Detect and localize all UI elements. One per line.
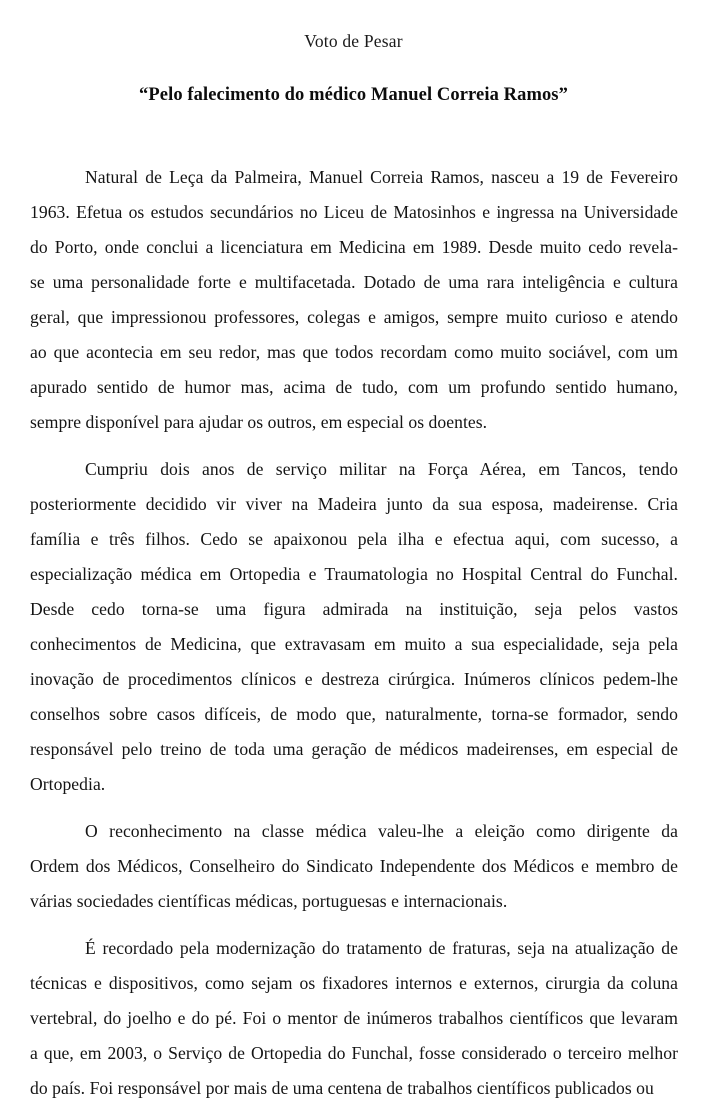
text-line: especialização médica em Ortopedia e Traumatologia no Hospital Central do Funchal. <box>30 564 678 584</box>
text-line: família e três filhos. Cedo se apaixonou pela ilha e efectua aqui, com sucesso, a <box>30 529 678 549</box>
text-line: ao que acontecia em seu redor, mas que todos recordam como muito sociável, com um <box>30 342 678 362</box>
text-line: O reconhecimento na classe médica valeu-lhe a eleição como dirigente da <box>85 821 678 841</box>
text-line: geral, que impressionou professores, colegas e amigos, sempre muito curioso e atendo <box>30 307 678 327</box>
text-line: se uma personalidade forte e multifacetada. Dotado de uma rara inteligência e cultura <box>30 272 678 292</box>
text-line: Desde cedo torna-se uma figura admirada na instituição, seja pelos vastos <box>30 599 678 619</box>
text-line: É recordado pela modernização do tratamento de fraturas, seja na atualização de <box>85 938 678 958</box>
text-line: Ortopedia. <box>30 774 106 794</box>
text-line: sempre disponível para ajudar os outros, em especial os doentes. <box>30 412 488 432</box>
page-title: Voto de Pesar <box>304 31 403 51</box>
text-line: conhecimentos de Medicina, que extravasam em muito a sua especialidade, seja pela <box>30 634 678 654</box>
text-line: Ordem dos Médicos, Conselheiro do Sindicato Independente dos Médicos e membro de <box>30 856 678 876</box>
text-line: Cumpriu dois anos de serviço militar na Força Aérea, em Tancos, tendo <box>85 459 678 479</box>
paragraph-1 <box>30 160 678 440</box>
paragraph-2 <box>30 452 678 802</box>
text-line: do país. Foi responsável por mais de uma centena de trabalhos científicos publicados ou <box>30 1078 654 1098</box>
text-line: inovação de procedimentos clínicos e destreza cirúrgica. Inúmeros clínicos pedem-lhe <box>30 669 678 689</box>
text-line: técnicas e dispositivos, como sejam os fixadores internos e externos, cirurgia da coluna <box>30 973 678 993</box>
document-subtitle: “Pelo falecimento do médico Manuel Correia Ramos” <box>139 84 568 105</box>
text-line: vertebral, do joelho e do pé. Foi o mentor de inúmeros trabalhos científicos que levaram <box>30 1008 678 1028</box>
text-line: Natural de Leça da Palmeira, Manuel Correia Ramos, nasceu a 19 de Fevereiro <box>85 167 678 187</box>
text-line: apurado sentido de humor mas, acima de tudo, com um profundo sentido humano, <box>30 377 678 397</box>
text-line: a que, em 2003, o Serviço de Ortopedia do Funchal, fosse considerado o terceiro melhor <box>30 1043 678 1063</box>
text-line: várias sociedades científicas médicas, portuguesas e internacionais. <box>30 891 508 911</box>
paragraph-4 <box>30 931 678 1106</box>
text-line: conselhos sobre casos difíceis, de modo que, naturalmente, torna-se formador, sendo <box>30 704 678 724</box>
text-line: do Porto, onde conclui a licenciatura em Medicina em 1989. Desde muito cedo revela- <box>30 237 678 257</box>
document-body <box>30 160 678 1118</box>
text-line: 1963. Efetua os estudos secundários no Liceu de Matosinhos e ingressa na Universidade <box>30 202 678 222</box>
paragraph-3 <box>30 814 678 919</box>
text-line: posteriormente decidido vir viver na Madeira junto da sua esposa, madeirense. Cria <box>30 494 678 514</box>
text-line: responsável pelo treino de toda uma geração de médicos madeirenses, em especial de <box>30 739 678 759</box>
